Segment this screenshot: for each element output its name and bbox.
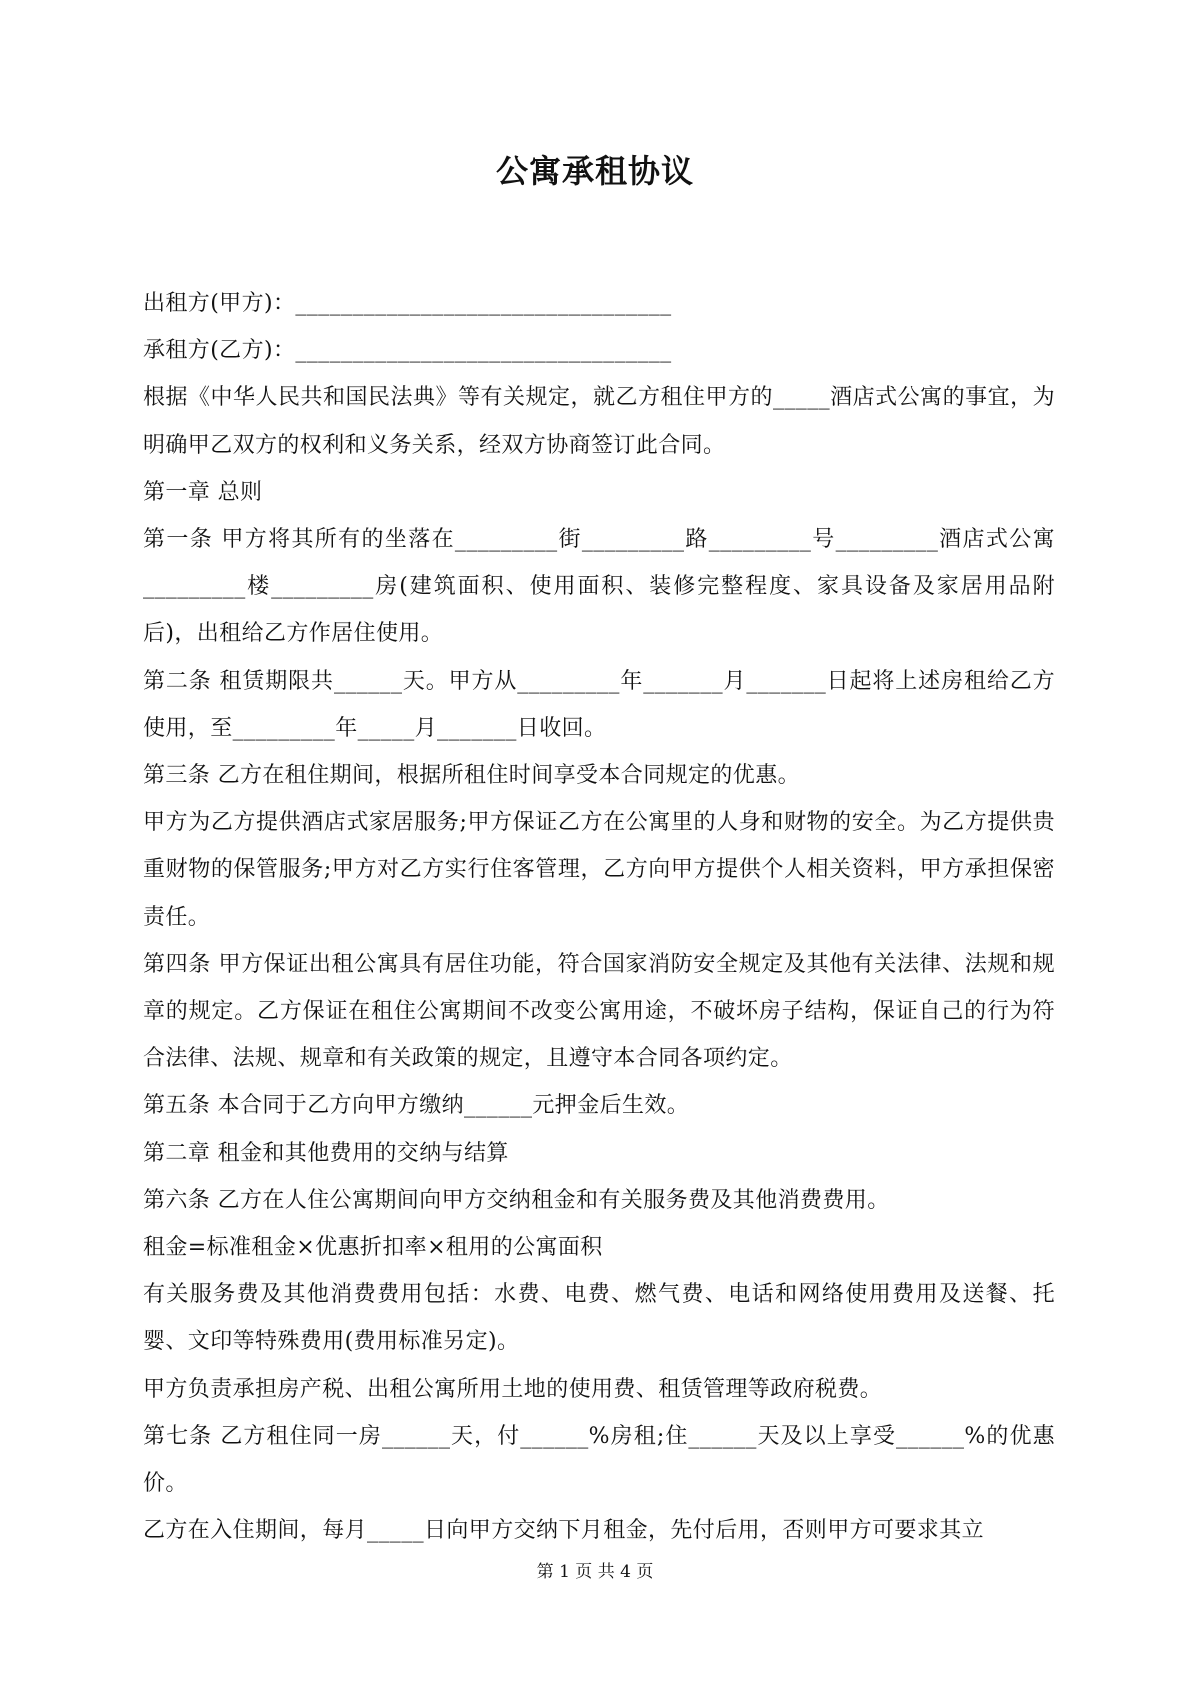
service-fees: 有关服务费及其他消费费用包括：水费、电费、燃气费、电话和网络使用费用及送餐、托婴、文印等特殊费用(费用标准另定)。 (143, 1282, 1055, 1355)
rent-formula: 租金=标准租金×优惠折扣率×租用的公寓面积 (143, 1235, 603, 1261)
article-3: 第三条 乙方在租住期间，根据所租住时间享受本合同规定的优惠。 (143, 763, 800, 789)
article-4: 第四条 甲方保证出租公寓具有居住功能，符合国家消防安全规定及其他有关法律、法规和规章的规定。乙方保证在租住公寓期间不改变公寓用途，不破坏房子结构，保证自己的行为符合法律、法规、规章和有关政策的规定，且遵守本合同各项约定。 (143, 951, 1055, 1072)
article-7: 第七条 乙方租住同一房______天，付______%房租;住______天及以上享受______%的优惠价。 (143, 1423, 1055, 1497)
article-1: 第一条 甲方将其所有的坐落在_________街_________路_________号_________酒店式公寓_________楼_________房(建筑面积、使用面积、装修完整程度、家具设备及家居用品附后)，出租给乙方作居住使用。 (143, 527, 1055, 647)
article-3-detail: 甲方为乙方提供酒店式家居服务;甲方保证乙方在公寓里的人身和财物的安全。为乙方提供贵重财物的保管服务;甲方对乙方实行住客管理，乙方向甲方提供个人相关资料，甲方承担保密责任。 (143, 810, 1055, 930)
document-body (143, 280, 1055, 1554)
document-title: 公寓承租协议 (495, 152, 694, 190)
chapter-heading-2: 第二章 租金和其他费用的交纳与结算 (143, 1140, 509, 1166)
article-2: 第二条 租赁期限共______天。甲方从_________年_______月_______日起将上述房租给乙方使用，至_________年_____月_______日收回。 (143, 668, 1055, 741)
page-footer: 第 1 页 共 4 页 (536, 1562, 654, 1582)
chapter-heading-1: 第一章 总则 (143, 479, 263, 505)
paragraph-preamble: 根据《中华人民共和国民法典》等有关规定，就乙方租住甲方的_____酒店式公寓的事宜，为明确甲乙双方的权利和义务关系，经双方协商签订此合同。 (143, 385, 1055, 458)
article-6: 第六条 乙方在人住公寓期间向甲方交纳租金和有关服务费及其他消费费用。 (143, 1187, 890, 1213)
article-7-payment: 乙方在入住期间，每月_____日向甲方交纳下月租金，先付后用，否则甲方可要求其立 (143, 1518, 985, 1544)
article-5: 第五条 本合同于乙方向甲方缴纳______元押金后生效。 (143, 1093, 690, 1119)
paragraph-lessee: 承租方(乙方)：_________________________________ (143, 338, 672, 364)
taxes: 甲方负责承担房产税、出租公寓所用土地的使用费、租赁管理等政府税费。 (143, 1376, 883, 1402)
paragraph-lessor: 出租方(甲方)：_________________________________ (143, 291, 672, 316)
